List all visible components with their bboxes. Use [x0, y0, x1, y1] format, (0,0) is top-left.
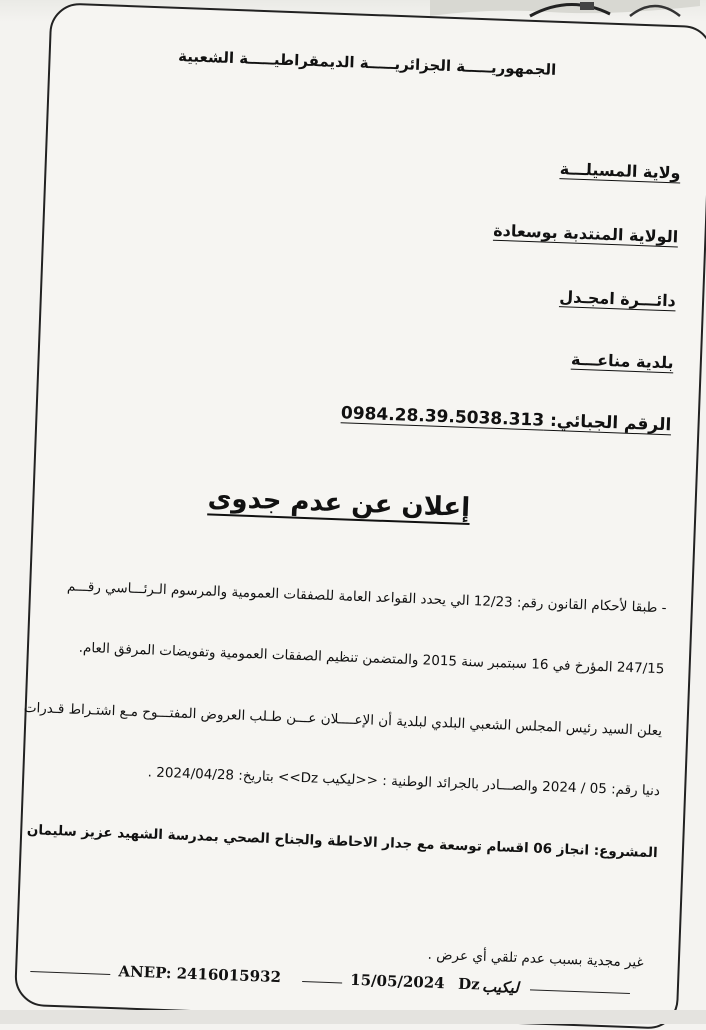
- footer-rule-right: [530, 989, 630, 994]
- closing-line: غير مجدية بسبب عدم تلقي أي عرض .: [427, 946, 644, 971]
- notice-title: إعلان عن عدم جدوى: [207, 483, 471, 524]
- footer-rule-middle: [302, 981, 342, 983]
- delegated-wilaya-line: الولاية المنتدبة بوسعادة: [492, 220, 679, 247]
- body-line-3: يعلن السيد رئيس المجلس الشعبي البلدي لبلدية أن الإعــــلان عـــن طـلب العروض المفتـــوح مـع اشتـراط قـدرات: [23, 699, 663, 740]
- body-line-1: - طبقا لأحكام القانون رقم: 12/23 الي يحدد القواعد العامة للصفقات العمومية والمرسوم الـرئـــاسي رقـــم: [66, 578, 667, 617]
- page-bottom-edge: [0, 1010, 706, 1024]
- daira-line: دائـــرة امجـدل: [558, 287, 677, 311]
- notice-content: [22, 13, 697, 1006]
- newspaper-brand: ليكيب: [481, 977, 520, 997]
- footer-rule-left: [30, 971, 110, 975]
- project-line: المشروع: انجاز 06 اقسام توسعة مع جدار الاحاطة والجناح الصحي بمدرسة الشهيد عزيز سليمان: [26, 822, 658, 862]
- body-line-4: دنيا رقم: 05 / 2024 والصـــادر بالجرائد الوطنية : <<ليكيب Dz>> بتاريخ: 2024/04/28 .: [147, 764, 661, 800]
- anep-number: ANEP: 2416015932: [118, 962, 282, 987]
- tax-id-line: الرقم الجبائي: 0984.28.39.5038.313: [340, 403, 672, 436]
- commune-line: بلدية مناعـــة: [570, 349, 674, 373]
- body-line-2: 247/15 المؤرخ في 16 سبتمبر سنة 2015 والمتضمن تنظيم الصفقات العمومية وتفويضات المرفق العام.: [78, 639, 665, 678]
- republic-header: الجمهوريـــــة الجزائريـــــة الديمقراطيـــــة الشعبية: [177, 47, 557, 79]
- source-code: Dz: [457, 974, 481, 994]
- publication-date: 15/05/2024: [349, 970, 445, 993]
- wilaya-line: ولاية المسيلـــة: [559, 159, 681, 183]
